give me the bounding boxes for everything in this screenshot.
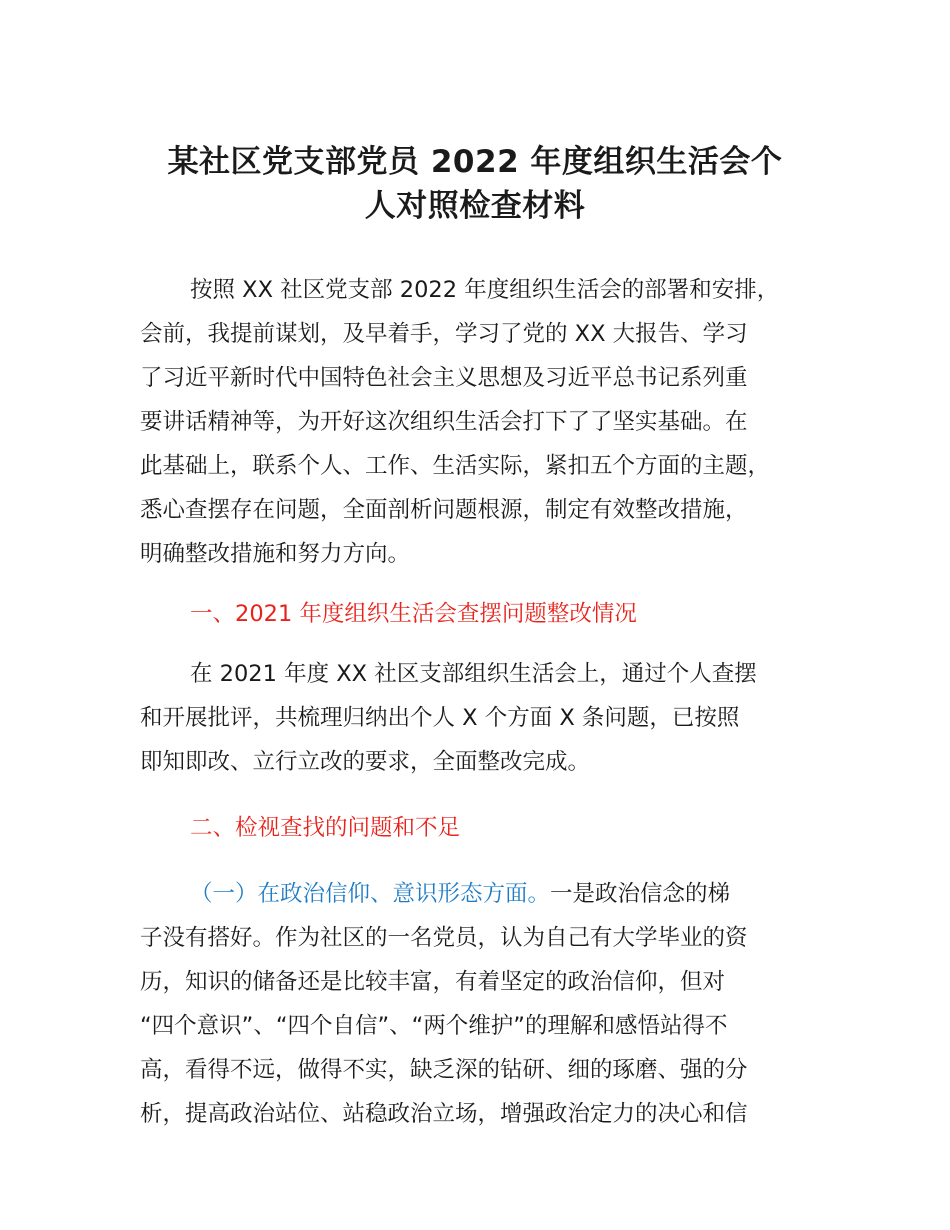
paragraph-line: 按照 XX 社区党支部 2022 年度组织生活会的部署和安排，	[190, 277, 780, 303]
paragraph-line: 要讲话精神等，为开好这次组织生活会打下了了坚实基础。在	[140, 409, 748, 435]
paragraph-line: “四个意识”、“四个自信”、“两个维护”的理解和感悟站得不	[140, 1013, 728, 1039]
section-2-paragraph	[140, 872, 840, 1136]
paragraph-line: 析，提高政治站位、站稳政治立场，增强政治定力的决心和信	[140, 1101, 748, 1127]
paragraph-line: 此基础上，联系个人、工作、生活实际，紧扣五个方面的主题，	[140, 453, 771, 479]
paragraph-line: 明确整改措施和努力方向。	[140, 541, 411, 567]
paragraph-line: 即知即改、立行立改的要求，全面整改完成。	[140, 749, 591, 775]
paragraph-line: 会前，我提前谋划，及早着手，学习了党的 XX 大报告、学习	[140, 321, 748, 347]
document-body	[140, 268, 840, 1136]
paragraph-line: 子没有搭好。作为社区的一名党员，认为自己有大学毕业的资	[140, 925, 748, 951]
paragraph-line: 在 2021 年度 XX 社区支部组织生活会上，通过个人查摆	[190, 661, 757, 687]
paragraph-line: 高，看得不远，做得不实，缺乏深的钻研、细的琢磨、强的分	[140, 1057, 748, 1083]
paragraph-text: 一是政治信念的梯	[550, 881, 731, 907]
sub-heading-politics: （一）在政治信仰、意识形态方面。	[190, 881, 551, 907]
paragraph-line: 和开展批评，共梳理归纳出个人 X 个方面 X 条问题，已按照	[140, 705, 740, 731]
section-2-heading: 二、检视查找的问题和不足	[190, 815, 461, 841]
title-line: 某社区党支部党员 2022 年度组织生活会个	[167, 144, 783, 180]
paragraph-line: 历，知识的储备还是比较丰富，有着坚定的政治信仰，但对	[140, 969, 726, 995]
section-1-heading: 一、2021 年度组织生活会查摆问题整改情况	[190, 601, 637, 627]
document-title	[120, 140, 830, 228]
intro-paragraph	[140, 268, 840, 576]
paragraph-first-line	[140, 872, 840, 916]
paragraph-line: 悉心查摆存在问题，全面剖析问题根源，制定有效整改措施，	[140, 497, 748, 523]
paragraph-line: 了习近平新时代中国特色社会主义思想及习近平总书记系列重	[140, 365, 748, 391]
title-line: 人对照检查材料	[364, 188, 586, 224]
section-1-paragraph	[140, 652, 840, 784]
